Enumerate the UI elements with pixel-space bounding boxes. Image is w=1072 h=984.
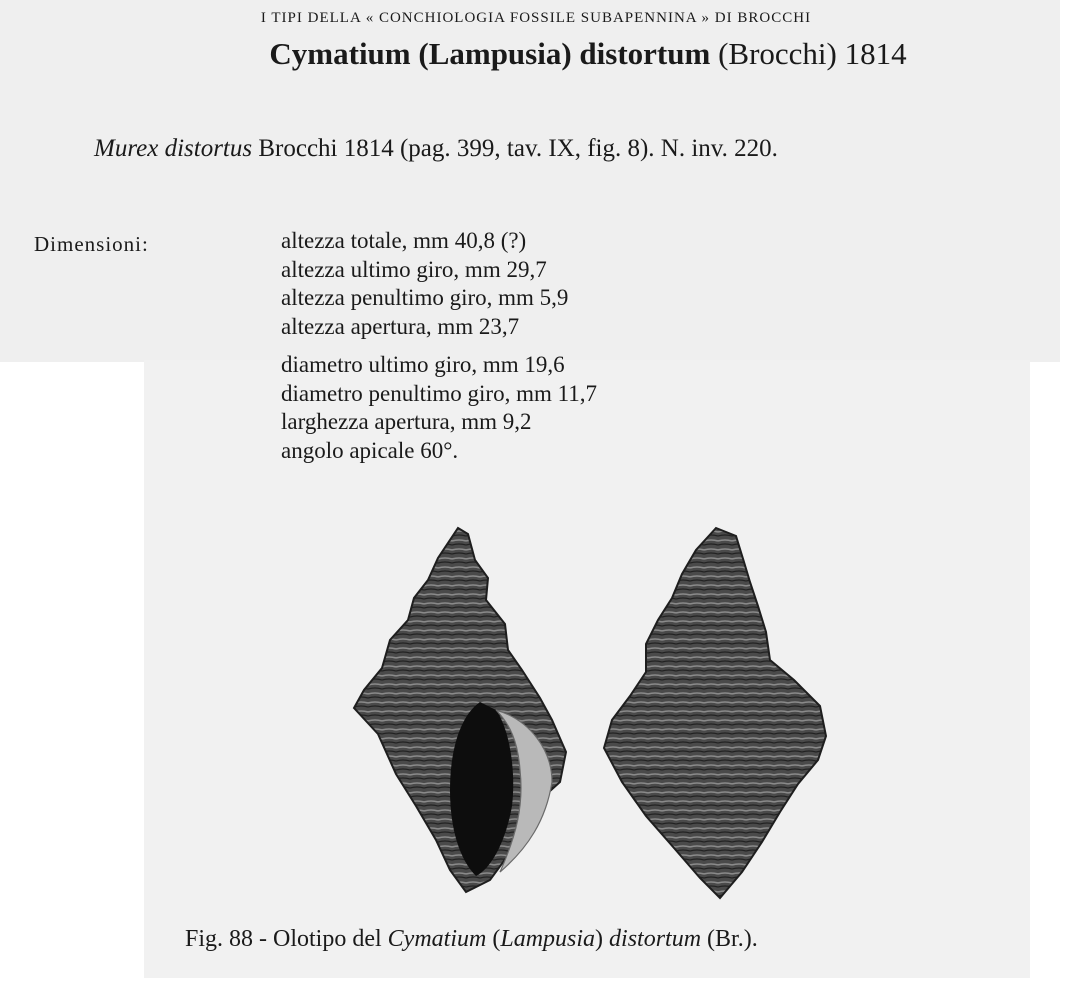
running-head: I TIPI DELLA « CONCHIOLOGIA FOSSILE SUBAPENNINA » DI BROCCHI	[260, 10, 812, 26]
synonym-citation: Brocchi 1814 (pag. 399, tav. IX, fig. 8). N. inv. 220.	[258, 135, 778, 162]
caption-genus: Cymatium	[387, 926, 487, 952]
caption-subgenus: Lampusia	[500, 926, 596, 952]
synonym-name: Murex distortus	[94, 135, 253, 162]
figure-caption: Fig. 88 - Olotipo del Cymatium (Lampusia) distortum (Br.).	[185, 926, 758, 952]
dimensions-label: Dimensioni:	[34, 232, 149, 256]
caption-species: distortum	[609, 926, 702, 952]
shell-abapertural-view	[604, 528, 826, 898]
shell-photograph	[340, 520, 840, 910]
dimension-item: altezza apertura, mm 23,7	[281, 313, 520, 339]
dimension-item: altezza ultimo giro, mm 29,7	[281, 256, 547, 282]
dimension-item: larghezza apertura, mm 9,2	[281, 409, 532, 434]
dimension-item: altezza totale, mm 40,8 (?)	[281, 228, 527, 253]
dimension-item: diametro penultimo giro, mm 11,7	[281, 380, 597, 406]
dimension-item: altezza penultimo giro, mm 5,9	[281, 285, 569, 310]
dimension-item: angolo apicale 60°.	[281, 437, 459, 463]
title-author: (Brocchi) 1814	[718, 36, 907, 71]
shell-apertural-view	[354, 528, 566, 892]
synonym-line	[94, 135, 778, 163]
dimensions-list	[281, 227, 597, 465]
caption-prefix: Fig. 88 - Olotipo del	[185, 926, 382, 952]
dimension-item: diametro ultimo giro, mm 19,6	[281, 352, 565, 377]
caption-suffix: (Br.).	[707, 926, 758, 952]
page-title	[0, 36, 1072, 72]
title-name: Cymatium (Lampusia) distortum	[269, 36, 711, 71]
